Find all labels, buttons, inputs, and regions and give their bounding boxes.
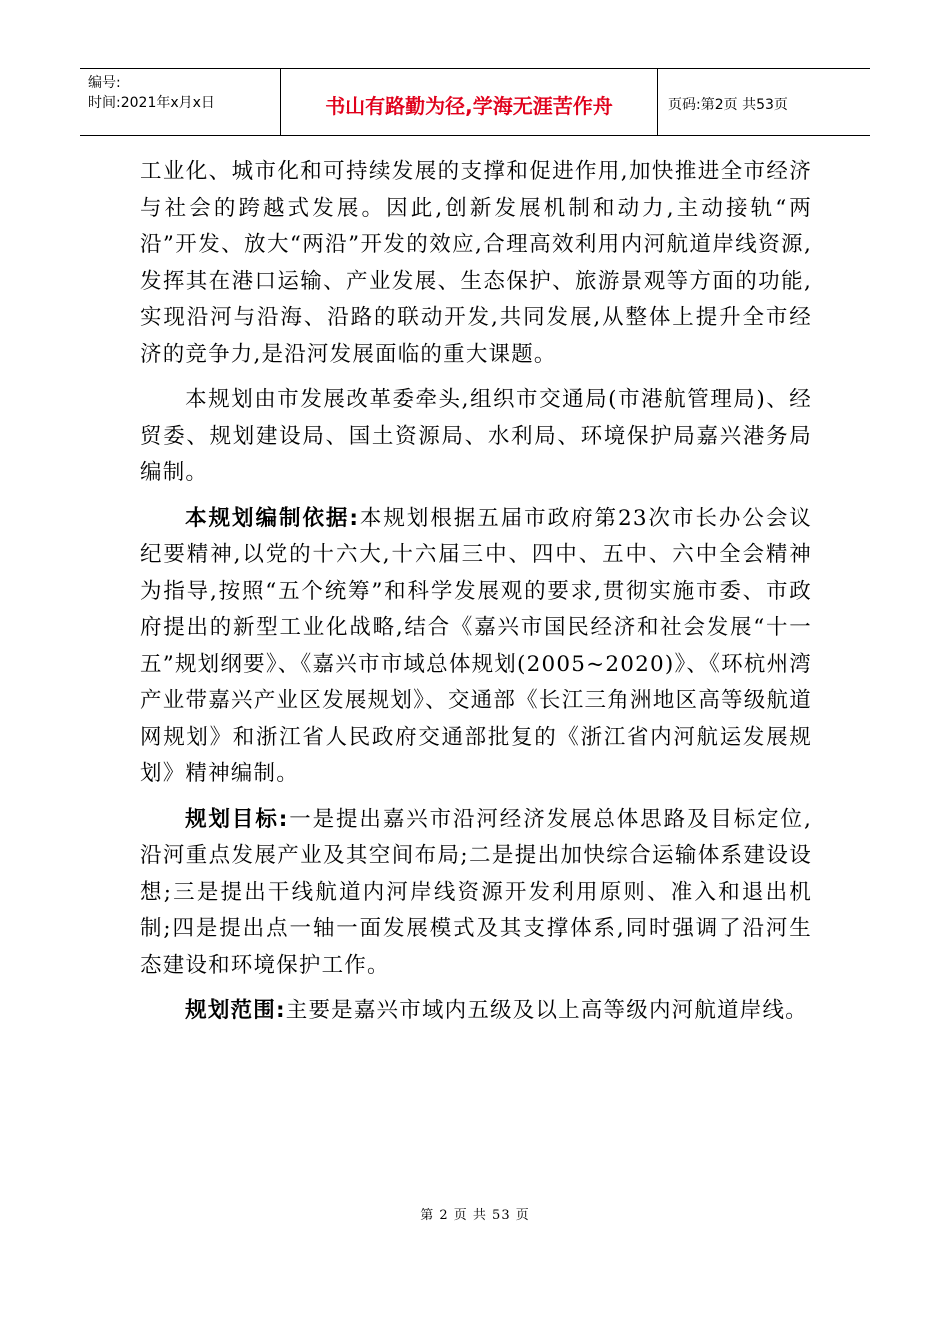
document-body <box>140 154 812 1030</box>
header-meta <box>80 69 281 135</box>
basis-heading: 本规划编制依据: <box>185 505 360 531</box>
paragraph-continuation: 工业化、城市化和可持续发展的支撑和促进作用,加快推进全市经济与社会的跨越式发展。因此,创新发展机制和动力,主动接轨“两沿”开发、放大“两沿”开发的效应,合理高效利用内河航道岸线资源,发挥其在港口运输、产业发展、生态保护、旅游景观等方面的功能,实现沿河与沿海、沿路的联动开发,共同发展,从整体上提升全市经济的竞争力,是沿河发展面临的重大课题。 <box>140 159 812 367</box>
paragraph-basis <box>140 501 812 793</box>
page-footer: 第 2 页 共 53 页 <box>420 1208 530 1223</box>
paragraph-goals <box>140 802 812 985</box>
paragraph-scope <box>140 993 812 1030</box>
document-number: 编号: <box>88 75 121 91</box>
header-motto: 书山有路勤为径,学海无涯苦作舟 <box>281 69 658 135</box>
document-date: 时间:2021年x月x日 <box>88 95 215 111</box>
goals-text: 一是提出嘉兴市沿河经济发展总体思路及目标定位,沿河重点发展产业及其空间布局;二是提出加快综合运输体系建设设想;三是提出干线航道内河岸线资源开发利用原则、准入和退出机制;四是提出点一轴一面发展模式及其支撑体系,同时强调了沿河生态建设和环境保护工作。 <box>140 806 812 978</box>
basis-text: 本规划根据五届市政府第23次市长办公会议纪要精神,以党的十六大,十六届三中、四中、五中、六中全会精神为指导,按照“五个统筹”和科学发展观的要求,贯彻实施市委、市政府提出的新型工业化战略,结合《嘉兴市国民经济和社会发展“十一五”规划纲要》、《嘉兴市市域总体规划(2005~2020)》、《环杭州湾产业带嘉兴产业区发展规划》、交通部《长江三角洲地区高等级航道网规划》和浙江省人民政府交通部批复的《浙江省内河航运发展规划》精神编制。 <box>140 505 812 786</box>
scope-heading: 规划范围: <box>185 998 286 1023</box>
page-header <box>80 68 870 136</box>
goals-heading: 规划目标: <box>185 806 289 832</box>
header-page-info: 页码:第2页 共53页 <box>668 97 788 113</box>
paragraph-organization: 本规划由市发展改革委牵头,组织市交通局(市港航管理局)、经贸委、规划建设局、国土资源局、水利局、环境保护局嘉兴港务局编制。 <box>140 387 812 485</box>
scope-text: 主要是嘉兴市域内五级及以上高等级内河航道岸线。 <box>285 998 808 1023</box>
